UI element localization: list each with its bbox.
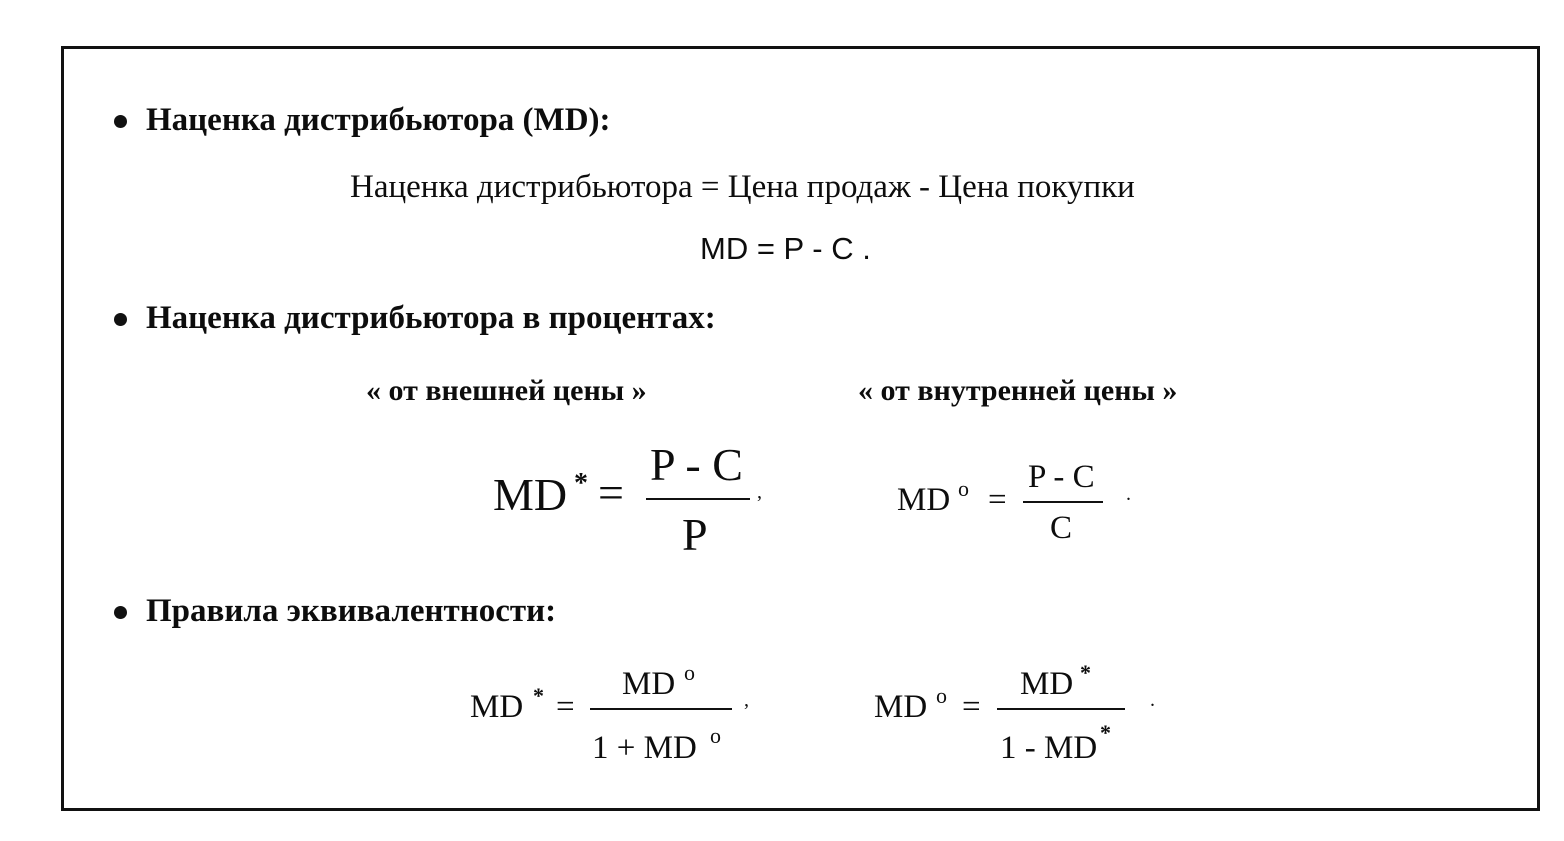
equiv1-numerator-sup: o bbox=[684, 660, 695, 685]
external-formula-denominator: P bbox=[682, 509, 708, 560]
equiv1-lhs: MD bbox=[470, 689, 524, 725]
external-formula-fraction-line bbox=[646, 498, 750, 500]
equiv2-eq: = bbox=[962, 689, 981, 725]
equiv1-lhs-sup: * bbox=[533, 683, 544, 708]
markup-definition: Наценка дистрибьютора = Цена продаж - Цена покупки bbox=[350, 169, 1135, 205]
internal-formula-fraction-line bbox=[1023, 501, 1103, 503]
equiv1-eq: = bbox=[556, 689, 575, 725]
heading-markup: Наценка дистрибьютора (MD): bbox=[146, 102, 611, 138]
external-formula-eq: = bbox=[598, 467, 624, 518]
external-formula-numerator: P - C bbox=[650, 439, 743, 490]
external-formula-trail: , bbox=[757, 481, 762, 503]
equiv2-lhs-sup: o bbox=[936, 683, 947, 708]
equiv1-denominator: 1 + MD bbox=[592, 730, 697, 766]
internal-formula-eq: = bbox=[988, 482, 1007, 518]
heading-equivalence: Правила эквивалентности: bbox=[146, 593, 557, 629]
bullet-percent bbox=[114, 313, 127, 326]
markup-formula: MD = P - C . bbox=[700, 231, 871, 266]
equiv1-denominator-sup: o bbox=[710, 723, 721, 748]
equiv1-numerator: MD bbox=[622, 666, 676, 702]
equiv2-numerator-sup: * bbox=[1080, 660, 1091, 685]
label-internal-price: « от внутренней цены » bbox=[858, 374, 1178, 407]
equiv2-fraction-line bbox=[997, 708, 1125, 710]
internal-formula-numerator: P - C bbox=[1028, 459, 1095, 495]
label-external-price: « от внешней цены » bbox=[366, 374, 647, 407]
equiv2-denominator-sup: * bbox=[1100, 720, 1111, 745]
equiv1-fraction-line bbox=[590, 708, 732, 710]
internal-formula-denominator: C bbox=[1050, 510, 1073, 546]
content-frame bbox=[61, 46, 1540, 811]
internal-formula-trail: . bbox=[1126, 483, 1131, 505]
equiv2-denominator: 1 - MD bbox=[1000, 730, 1098, 766]
heading-percent: Наценка дистрибьютора в процентах: bbox=[146, 300, 716, 336]
equiv2-numerator: MD bbox=[1020, 666, 1074, 702]
bullet-equivalence bbox=[114, 606, 127, 619]
internal-formula-lhs: MD bbox=[897, 482, 951, 518]
external-formula-sup: * bbox=[574, 468, 588, 499]
internal-formula-sup: o bbox=[958, 476, 969, 501]
equiv1-trail: , bbox=[744, 689, 749, 711]
external-formula-lhs: MD bbox=[493, 469, 568, 520]
equiv2-lhs: MD bbox=[874, 689, 928, 725]
equiv2-trail: . bbox=[1150, 689, 1155, 711]
bullet-markup bbox=[114, 115, 127, 128]
